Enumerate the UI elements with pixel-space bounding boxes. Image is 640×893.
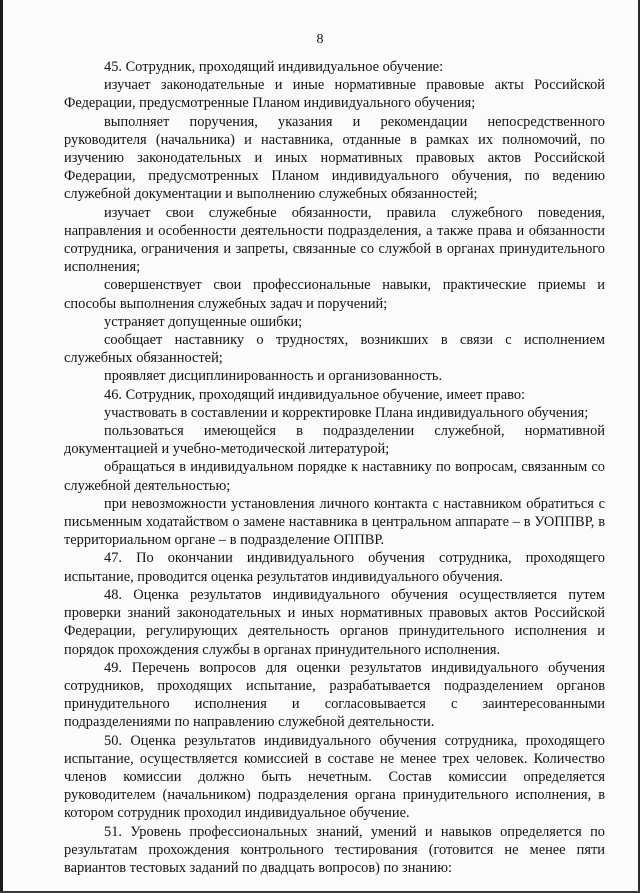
paragraph: 47. По окончании индивидуального обучения сотрудника, проходящего испытание, проводится оценка результатов индивидуального обучения. [64, 550, 605, 585]
paragraph: участвовать в составлении и корректировке Плана индивидуального обучения; [104, 404, 589, 421]
paragraph: устраняет допущенные ошибки; [104, 313, 303, 330]
paragraph: 49. Перечень вопросов для оценки результатов индивидуального обучения сотрудников, проходящих испытание, разрабатывается подразделением органов принудительного исполнения и согласовывается с заинтересованными подразделениями по направлению служебной деятельности. [64, 659, 605, 731]
paragraph: обращаться в индивидуальном порядке к наставнику по вопросам, связанным со служебной деятельностью; [64, 459, 605, 494]
paragraph: 50. Оценка результатов индивидуального обучения сотрудника, проходящего испытание, осуществляется комиссией в составе не менее трех человек. Количество членов комиссии должно быть нечетным. Состав комиссии определяется руководителем (начальником) подразделения органа принудительного исполнения, в котором сотрудник проходил индивидуальное обучение. [64, 732, 605, 822]
paragraph: пользоваться имеющейся в подразделении служебной, нормативной документацией и учебно-методической литературой; [64, 423, 605, 458]
document-body [64, 58, 605, 877]
paragraph: 46. Сотрудник, проходящий индивидуальное обучение, имеет право: [104, 386, 526, 403]
paragraph: выполняет поручения, указания и рекомендации непосредственного руководителя (начальника) и наставника, отданные в рамках их полномочий, по изучению законодательных и иных нормативных правовых актов Российской Федерации, предусмотренных Планом индивидуального обучения, по ведению служебной документации и выполнению служебных обязанностей; [64, 113, 605, 203]
paragraph: 45. Сотрудник, проходящий индивидуальное обучение: [104, 59, 444, 75]
paragraph: при невозможности установления личного контакта с наставником обратиться с письменным ходатайством о замене наставника в центральном аппарате – в УОППВР, в территориальном органе – в подразделение ОППВР. [64, 495, 605, 549]
paragraph: сообщает наставнику о трудностях, возникших в связи с исполнением служебных обязанностей; [64, 332, 605, 367]
paragraph: изучает законодательные и иные нормативные правовые акты Российской Федерации, предусмотренные Планом индивидуального обучения; [64, 77, 605, 112]
page-number: 8 [316, 32, 324, 47]
paragraph: 51. Уровень профессиональных знаний, умений и навыков определяется по результатам прохождения контрольного тестирования (готовится не менее пяти вариантов тестовых заданий по двадцать вопросов) по знанию: [64, 823, 605, 876]
paragraph: 48. Оценка результатов индивидуального обучения осуществляется путем проверки знаний законодательных и иных нормативных правовых актов Российской Федерации, регулирующих деятельность органов принудительного исполнения и порядок прохождения службы в органах принудительного исполнения. [64, 586, 605, 658]
paragraph: совершенствует свои профессиональные навыки, практические приемы и способы выполнения служебных задач и поручений; [64, 277, 605, 312]
paragraph: изучает свои служебные обязанности, правила служебного поведения, направления и особенности деятельности подразделения, а также права и обязанности сотрудника, ограничения и запреты, связанные со службой в органах принудительного исполнения; [64, 204, 605, 276]
scan-edge-left [0, 0, 3, 893]
paragraph: проявляет дисциплинированность и организованность. [104, 368, 443, 385]
